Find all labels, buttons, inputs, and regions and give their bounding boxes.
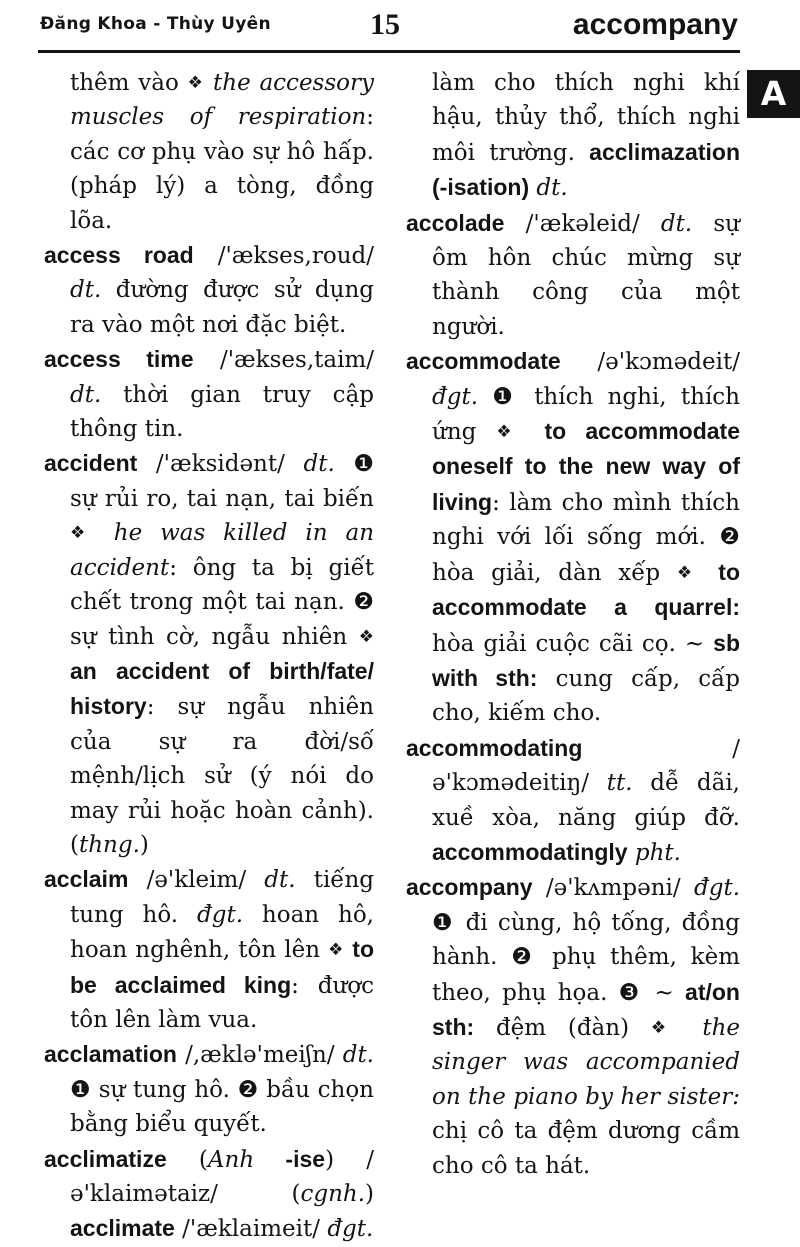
thumb-index-tab: A <box>747 70 800 118</box>
pronunciation: /ə'kʌmpəni/ <box>532 875 694 902</box>
headword-variant: acclimate <box>70 1215 175 1242</box>
left-column <box>44 66 374 1247</box>
part-of-speech: dt. <box>70 381 102 408</box>
headword: acclaim <box>44 866 129 893</box>
pronunciation: /ə'kɔmədeit/ <box>560 349 740 376</box>
example-marker-icon: ❖ <box>187 73 205 93</box>
example-marker-icon: ❖ <box>328 940 345 961</box>
example-marker-icon: ❖ <box>650 1017 681 1038</box>
sense-number-2: ❷ <box>511 944 539 971</box>
definition: sự ôm hôn chúc mừng sự thành công của một người. <box>432 210 740 340</box>
example: he was killed in an accident <box>70 520 375 581</box>
guide-word: accompany <box>572 8 738 41</box>
pronunciation: /'ækəleid/ <box>504 210 661 237</box>
pronunciation: /ə'kɔmədeitiŋ/ <box>432 735 740 797</box>
example-marker-icon: ❖ <box>496 422 525 443</box>
right-column <box>406 66 740 1183</box>
entry-accolade <box>406 206 740 345</box>
entry-continuation: làm cho thích nghi khí hậu, thủy thổ, thích nghi môi trường. acclimazation (-isation) dt. <box>432 70 740 202</box>
entry-acclimatize: acclimatize (Anh -ise) /ə'klaimətaiz/ (cgnh.) acclimate /'æklaimeit/ đgt. <box>44 1145 374 1243</box>
entry-accommodate: accommodate /ə'kɔmədeit/ đgt. ❶ thích nghi, thích ứng ❖ to accommodate oneself to the new way of living: làm cho mình thích nghi với lối sống mới. ❷ hòa giải, dàn xếp ❖ to accommodate a quarrel: hòa giải cuộc cãi cọ. ~ sb with sth: cung cấp, cấp cho, kiếm cho. <box>406 348 741 727</box>
usage-label: cgnh. <box>300 1181 366 1207</box>
entry-access-time <box>44 342 374 446</box>
example: to accommodate oneself to the new way of living <box>432 418 740 515</box>
entry-acclamation: acclamation /,æklə'meiʃn/ dt. ❶ sự tung hô. ❷ bầu chọn bằng biểu quyết. <box>44 1041 374 1138</box>
part-of-speech: dt. <box>303 451 335 478</box>
pronunciation: /'æksidənt/ <box>137 451 304 478</box>
part-of-speech: dt. <box>529 175 568 202</box>
pronunciation: /,æklə'meiʃn/ <box>176 1042 343 1069</box>
sense-number-2: ❷ <box>353 589 374 616</box>
entry-accident: accident /'æksidənt/ dt. ❶ sự rủi ro, tai nạn, tai biến ❖ he was killed in an accident: ông ta bị giết chết trong một tai nạn. ❷ sự tình cờ, ngẫu nhiên ❖ an accident of birth/fate/ history: sự ngẫu nhiên của sự ra đời/số mệnh/lịch sử (ý nói do may rủi hoặc hoàn cảnh). (thng.) <box>44 450 375 858</box>
phrase: at/on sth: <box>432 978 740 1040</box>
derived-word: acclimazation (-isation) <box>432 138 740 201</box>
phrase: sb with sth: <box>432 629 740 691</box>
example-marker-icon: ❖ <box>358 626 374 647</box>
pronunciation: /'ækses,taim/ <box>193 347 374 374</box>
definition: dễ dãi, xuề xòa, năng giúp đỡ. <box>432 770 740 831</box>
headword: accommodating <box>406 734 583 761</box>
sense-number-2: ❷ <box>237 1076 259 1103</box>
part-of-speech: đgt. <box>327 1216 374 1243</box>
usage-label: thng. <box>78 831 140 858</box>
example: the singer was accompanied on the piano by her sister: <box>432 1014 740 1110</box>
headword: access road <box>44 242 194 269</box>
sense-number-3: ❸ <box>618 979 644 1006</box>
part-of-speech: đgt. <box>432 383 478 410</box>
running-head-authors: Đăng Khoa - Thùy Uyên <box>40 14 271 34</box>
headword: acclimatize <box>44 1145 167 1172</box>
headword: accolade <box>406 209 505 236</box>
headword: access time <box>44 346 194 373</box>
part-of-speech: pht. <box>627 839 681 866</box>
pronunciation: /'æklaimeit/ <box>174 1216 328 1243</box>
example: to accommodate a quarrel: <box>432 558 741 621</box>
derived-word: accommodatingly <box>432 838 628 865</box>
sense-number-1: ❶ <box>432 909 466 936</box>
example: to be acclaimed king <box>70 936 375 998</box>
headword: accident <box>44 450 138 477</box>
definition: đường được sử dụng ra vào một nơi đặc biệt. <box>70 277 374 338</box>
entry-accompany: accompany /ə'kʌmpəni/ đgt. ❶ đi cùng, hộ tống, đồng hành. ❷ phụ thêm, kèm theo, phụ họa. ❸ ~ at/on sth: đệm (đàn) ❖ the singer was accompanied on the piano by her sister: chị cô ta đệm dương cầm cho cô ta hát. <box>406 874 741 1179</box>
sense-number-2: ❷ <box>719 524 740 551</box>
part-of-speech: dt. <box>342 1042 374 1069</box>
page-number: 15 <box>370 8 400 41</box>
part-of-speech: đgt. <box>694 875 740 902</box>
part-of-speech: dt. <box>264 867 296 894</box>
idiom: an accident of birth/fate/ history <box>70 657 374 720</box>
spelling-variant: -ise <box>254 1145 326 1172</box>
entry-acclaim: acclaim /ə'kleim/ dt. tiếng tung hô. đgt. hoan hô, hoan nghênh, tôn lên ❖ to be acclaimed king: được tôn lên làm vua. <box>44 866 375 1033</box>
part-of-speech: đgt. <box>197 901 243 928</box>
definition: thời gian truy cập thông tin. <box>70 381 374 443</box>
example-marker-icon: ❖ <box>70 523 96 544</box>
example-marker-icon: ❖ <box>676 562 702 583</box>
page-header <box>0 0 800 56</box>
entry-access-road <box>44 238 374 342</box>
sense-number-1: ❶ <box>478 383 535 410</box>
pronunciation: /'ækses,roud/ <box>193 243 374 270</box>
header-rule <box>38 50 740 53</box>
entry-accommodating <box>406 731 740 871</box>
example: the accessory muscles of respiration <box>70 70 374 131</box>
headword: accompany <box>406 874 533 901</box>
part-of-speech: dt. <box>70 277 102 304</box>
entry-continuation: thêm vào ❖ the accessory muscles of respiration: các cơ phụ vào sự hô hấp. (pháp lý) a tòng, đồng lõa. <box>70 70 374 234</box>
sense-number-1: ❶ <box>70 1076 99 1103</box>
part-of-speech: tt. <box>606 770 633 797</box>
pronunciation: /ə'kleim/ <box>128 867 265 894</box>
sense-number-1: ❶ <box>334 451 374 478</box>
headword: accommodate <box>406 348 561 375</box>
headword: acclamation <box>44 1041 177 1068</box>
region-label: Anh <box>207 1146 255 1173</box>
part-of-speech: dt. <box>660 210 693 237</box>
